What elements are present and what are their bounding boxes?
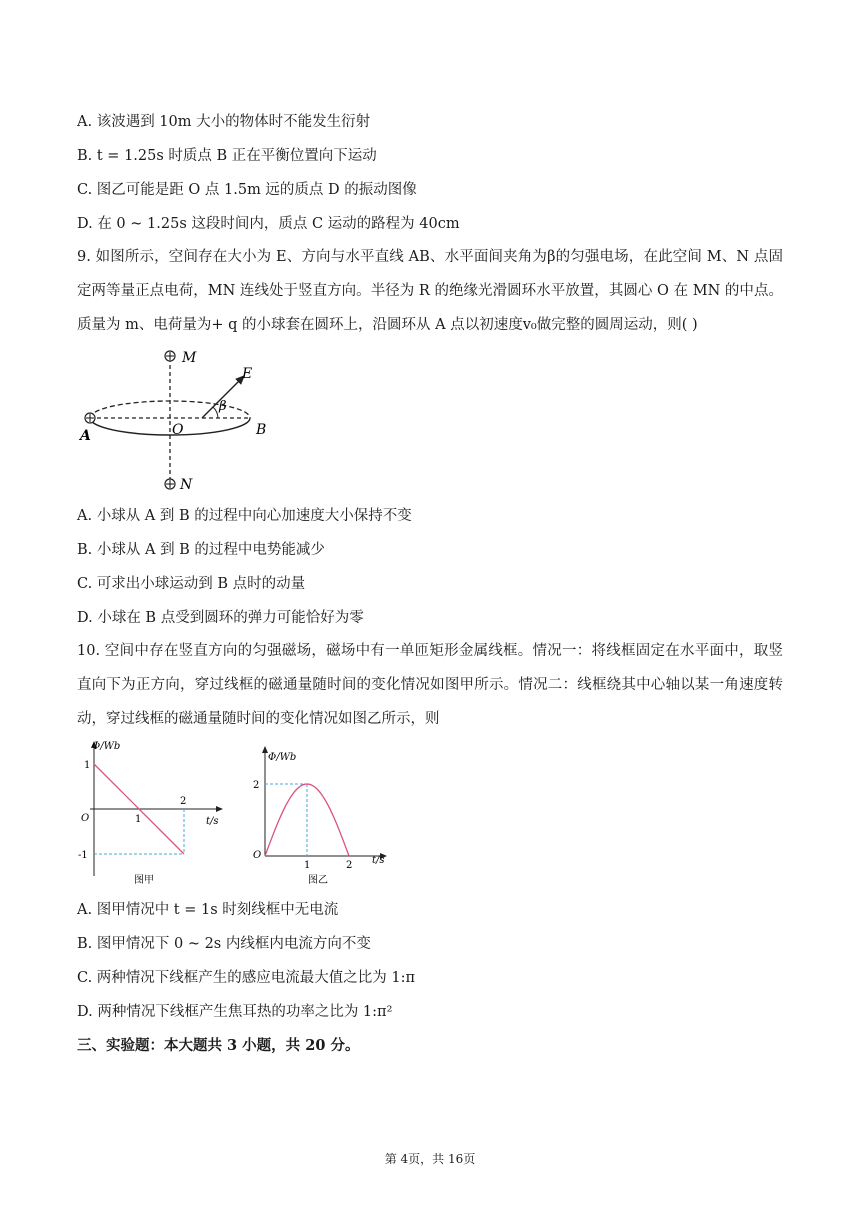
page-footer: 第 4页，共 16页 <box>384 1152 476 1166</box>
q10-option-c: C. 两种情况下线框产生的感应电流最大值之比为 1:π <box>77 970 416 986</box>
q9-option-d: D. 小球在 B 点受到圆环的弹力可能恰好为零 <box>77 610 364 626</box>
graph-yi <box>250 744 396 890</box>
section-heading: 三、实验题：本大题共 3 小题，共 20 分。 <box>77 1037 360 1054</box>
graph-yi-ytick-2: 2 <box>253 780 260 791</box>
q10-stem: 10. 空间中存在竖直方向的匀强磁场，磁场中有一单匝矩形金属线框。情况一：将线框固定在水平面中，取竖直向下为正方向，穿过线框的磁通量随时间的变化情况如图甲所示。情况二：线框绕其中心轴以某一角速度转动，穿过线框的磁通量随时间的变化情况如图乙所示，则 <box>77 643 783 727</box>
graph-yi-origin: O <box>253 850 262 861</box>
label-a: A <box>80 428 91 444</box>
graph-jia-origin: O <box>81 813 90 824</box>
q8-option-b: B. t = 1.25s 时质点 B 正在平衡位置向下运动 <box>77 148 377 164</box>
label-o: O <box>172 422 184 438</box>
graph-yi-xtick-1: 1 <box>304 860 311 871</box>
q10-option-b: B. 图甲情况下 0 ~ 2s 内线框内电流方向不变 <box>77 936 371 952</box>
q8-option-c: C. 图乙可能是距 O 点 1.5m 远的质点 D 的振动图像 <box>77 182 417 198</box>
label-b: B <box>256 422 267 438</box>
graph-jia <box>76 738 236 888</box>
q9-option-a: A. 小球从 A 到 B 的过程中向心加速度大小保持不变 <box>77 508 412 524</box>
q9-stem: 9. 如图所示，空间存在大小为 E、方向与水平直线 AB、水平面间夹角为β的匀强电场，在此空间 M、N 点固定两等量正点电荷，MN 连线处于竖直方向。半径为 R 的绝缘光滑圆环水平放置，其圆心 O 在 MN 的中点。质量为 m、电荷量为+ q 的小球套在圆环上，沿圆环从 A 点以初速度v₀做完整的圆周运动，则( ) <box>77 249 783 333</box>
label-n: N <box>180 477 193 493</box>
q9-option-b: B. 小球从 A 到 B 的过程中电势能减少 <box>77 542 325 558</box>
label-beta: β <box>219 399 227 414</box>
q9-figure <box>78 342 278 494</box>
q8-option-a: A. 该波遇到 10m 大小的物体时不能发生衍射 <box>77 114 371 130</box>
graph-yi-title: 图乙 <box>308 875 328 886</box>
graph-yi-ylabel: Φ/Wb <box>268 752 297 763</box>
label-m: M <box>182 350 197 366</box>
graph-jia-xtick-2: 2 <box>180 796 187 807</box>
q10-option-d: D. 两种情况下线框产生焦耳热的功率之比为 1:π² <box>77 1004 393 1020</box>
graph-jia-xtick-1: 1 <box>135 814 142 825</box>
q10-option-a: A. 图甲情况中 t = 1s 时刻线框中无电流 <box>77 902 339 918</box>
graph-jia-xlabel: t/s <box>206 816 219 827</box>
graph-jia-title: 图甲 <box>134 875 154 886</box>
q9-option-c: C. 可求出小球运动到 B 点时的动量 <box>77 576 306 592</box>
graph-yi-xlabel: t/s <box>372 855 385 866</box>
graph-jia-ylabel: Φ/Wb <box>92 741 121 752</box>
label-e: E <box>242 366 253 382</box>
graph-jia-ytick-neg1: -1 <box>78 850 88 861</box>
graph-yi-xtick-2: 2 <box>346 860 353 871</box>
graph-jia-ytick-1: 1 <box>84 760 91 771</box>
q8-option-d: D. 在 0 ~ 1.25s 这段时间内，质点 C 运动的路程为 40cm <box>77 216 460 232</box>
